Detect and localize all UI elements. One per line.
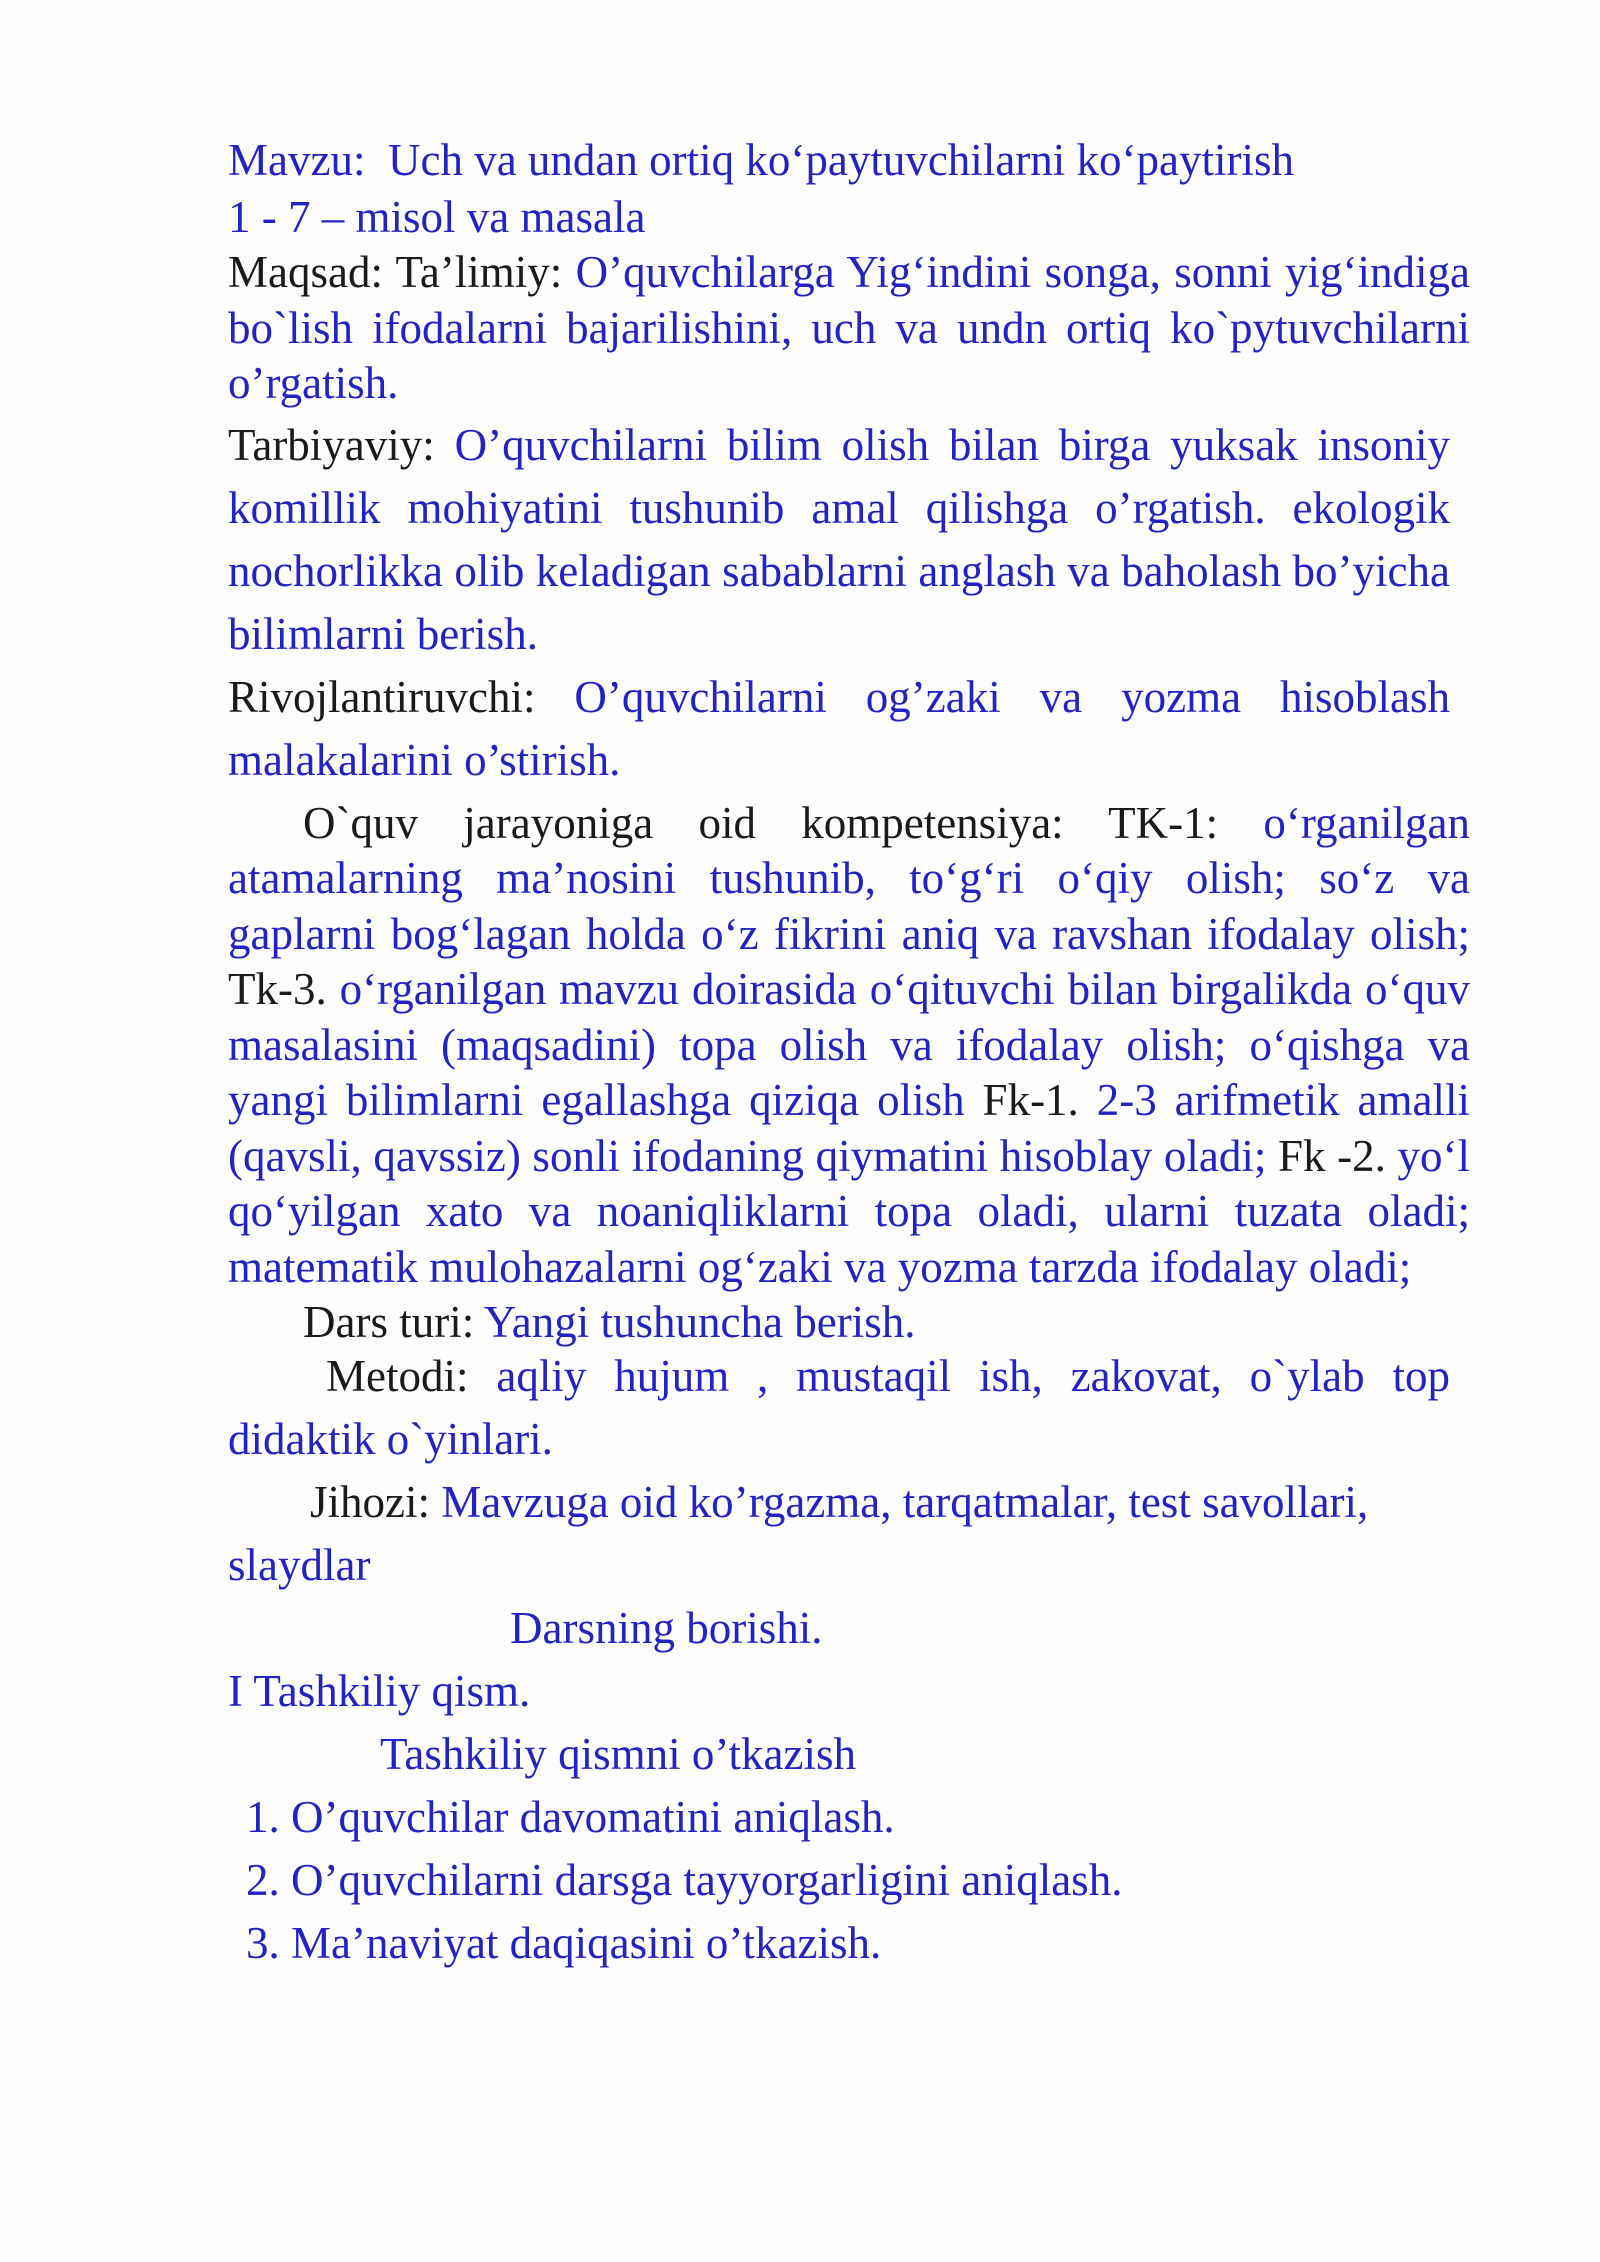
equipment	[228, 1471, 1450, 1597]
competency-text-2: oʻrganilgan mavzu doirasida oʻqituvchi bilan birgalikda oʻquv masalasini (maqsadini) topa olish va ifodalay olish; oʻqishga va yangi bilimlarni egallashga qiziqa olish	[228, 964, 1470, 1125]
competency-text-1: oʻrganilgan atamalarning maʼnosini tushunib, toʻgʻri oʻqiy olish; soʻz va gaplarni bogʻlagan holda oʻz fikrini aniq va ravshan ifodalay olish;	[228, 797, 1470, 959]
competency-text-3: 2-3 arifmetik amalli (qavsli, qavssiz) sonli ifodaning qiymatini hisoblay oladi;	[228, 1075, 1471, 1181]
methods-label: Metodi:	[326, 1350, 497, 1401]
list-item: 2. O’quvchilarni darsga tayyorgarligini aniqlash.	[246, 1854, 1123, 1905]
goal-upbringing	[228, 414, 1450, 666]
topic-subtitle: 1 - 7 – misol va masala	[228, 192, 646, 242]
topic-title: Uch va undan ortiq koʻpaytuvchilarni koʻpaytirish	[387, 135, 1294, 185]
list-item: 1. O’quvchilar davomatini aniqlash.	[246, 1791, 895, 1842]
equipment-text: Mavzuga oid ko’rgazma, tarqatmalar, test savollari, slaydlar	[228, 1476, 1369, 1590]
educational-label: Ta’limiy:	[395, 247, 576, 297]
lesson-type-text: Yangi tushuncha berish.	[483, 1297, 916, 1347]
fk2-label: Fk -2.	[1277, 1130, 1386, 1181]
developmental-text: O’quvchilarni og’zaki va yozma hisoblash malakalarini o’stirish.	[228, 671, 1451, 785]
fk1-label: Fk-1.	[982, 1075, 1079, 1125]
organizational-list	[228, 1786, 1470, 1975]
organizational-subheading: Tashkiliy qismni o’tkazish	[380, 1728, 856, 1779]
upbringing-label: Tarbiyaviy:	[228, 419, 455, 470]
educational-text: O’quvchilarga Yigʻindini songa, sonni yigʻindiga bo`lish ifodalarni bajarilishini, uch va undn ortiq ko`pytuvchilarni o’rgatish.	[228, 247, 1470, 408]
lesson-plan-body	[228, 132, 1470, 1975]
methods	[228, 1345, 1450, 1471]
goal-label: Maqsad:	[228, 247, 396, 297]
competency-label: O`quv jarayoniga oid kompetensiya: TK-1:	[303, 797, 1264, 848]
goal-educational	[228, 245, 1470, 412]
list-item: 3. Ma’naviyat daqiqasini o’tkazish.	[246, 1917, 882, 1968]
tk3-label: Tk-3.	[228, 964, 340, 1014]
section-organizational: I Tashkiliy qism.	[228, 1665, 531, 1716]
upbringing-text: O’quvchilarni bilim olish bilan birga yuksak insoniy komillik mohiyatini tushunib amal qilishga o’rgatish. ekologik nochorlikka olib keladigan sabablarni anglash va baholash bo’yicha bilimlarni berish.	[228, 419, 1450, 659]
lesson-type	[228, 1295, 1470, 1351]
developmental-label: Rivojlantiruvchi:	[228, 671, 575, 722]
competency-paragraph	[228, 796, 1470, 1296]
goal-developmental	[228, 666, 1450, 792]
competency-text-4: yoʻl qoʻyilgan xato va noaniqliklarni topa oladi, ularni tuzata oladi; matematik mulohazalarni ogʻzaki va yozma tarzda ifodalay oladi;	[228, 1130, 1470, 1292]
topic-label: Mavzu:	[228, 135, 366, 185]
topic-line	[228, 132, 1470, 189]
lesson-progress-heading: Darsning borishi.	[510, 1602, 823, 1653]
lesson-type-label: Dars turi:	[303, 1297, 484, 1347]
methods-text: aqliy hujum , mustaqil ish, zakovat, o`ylab top didaktik o`yinlari.	[228, 1350, 1450, 1464]
equipment-label: Jihozi:	[310, 1476, 442, 1527]
